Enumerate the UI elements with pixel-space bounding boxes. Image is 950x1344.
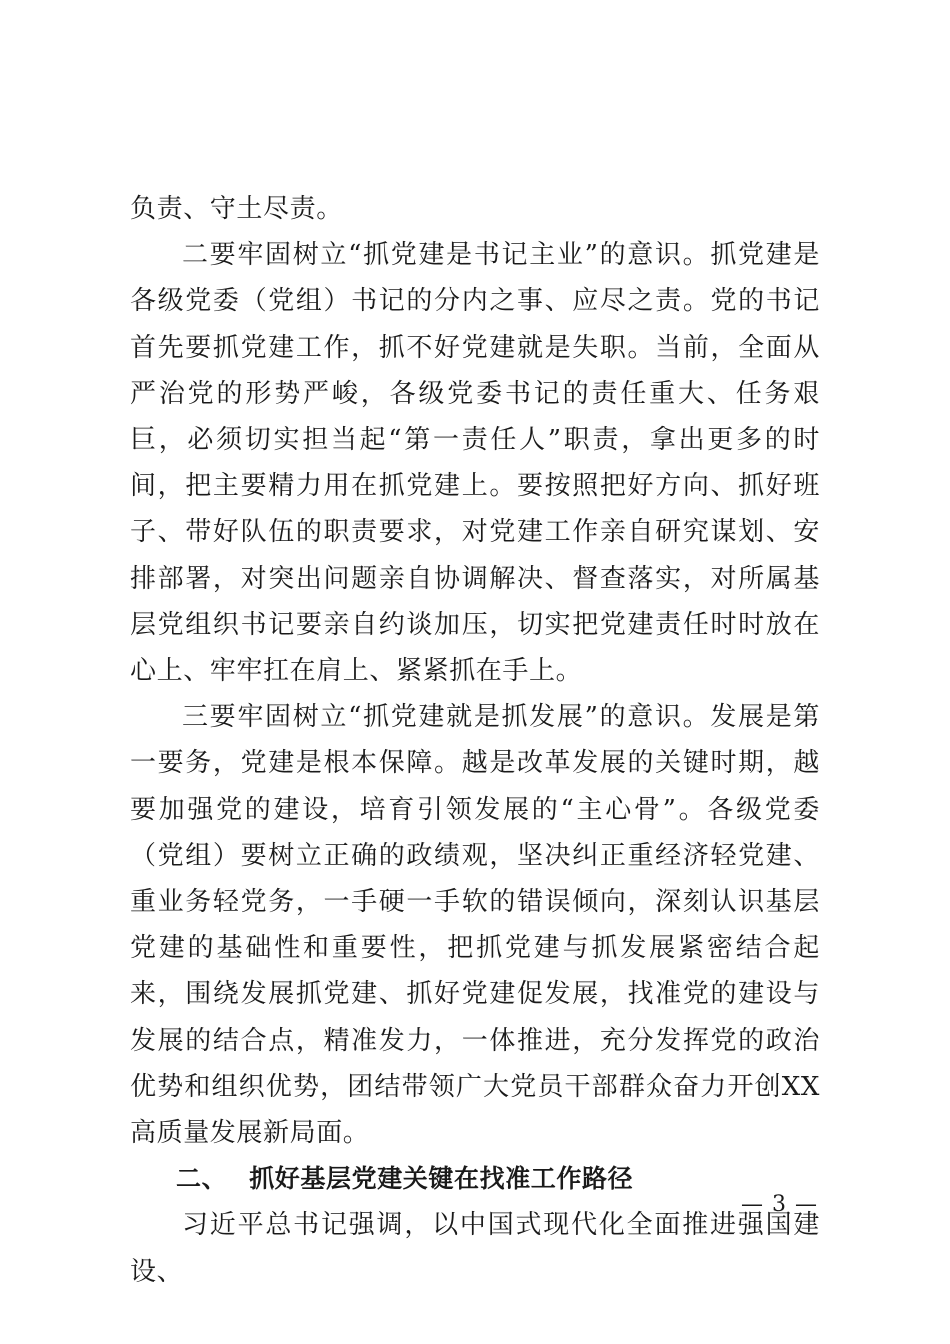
section-heading [130, 1156, 820, 1202]
paragraph-second-requirement: 二要牢固树立“抓党建是书记主业”的意识。抓党建是各级党委（党组）书记的分内之事、应尽之责。党的书记首先要抓党建工作，抓不好党建就是失职。当前，全面从严治党的形势严峻，各级党委书记的责任重大、任务艰巨，必须切实担当起“第一责任人”职责，拿出更多的时间，把主要精力用在抓党建上。要按照把好方向、抓好班子、带好队伍的职责要求，对党建工作亲自研究谋划、安排部署，对突出问题亲自协调解决、督查落实，对所属基层党组织书记要亲自约谈加压，切实把党建责任时时放在心上、牢牢扛在肩上、紧紧抓在手上。 [130, 240, 820, 687]
section-heading-text: 抓好基层党建关键在找准工作路径 [249, 1164, 634, 1194]
page-number: — 3 — [741, 1192, 818, 1217]
paragraph-continuation: 负责、守土尽责。 [130, 194, 343, 224]
section-heading-number: 二、 [176, 1164, 228, 1194]
paragraph-third-requirement: 三要牢固树立“抓党建就是抓发展”的意识。发展是第一要务，党建是根本保障。越是改革发展的关键时期，越要加强党的建设，培育引领发展的“主心骨”。各级党委（党组）要树立正确的政绩观，坚决纠正重经济轻党建、重业务轻党务，一手硬一手软的错误倾向，深刻认识基层党建的基础性和重要性，把抓党建与抓发展紧密结合起来，围绕发展抓党建、抓好党建促发展，找准党的建设与发展的结合点，精准发力，一体推进，充分发挥党的政治优势和组织优势，团结带领广大党员干部群众奋力开创XX高质量发展新局面。 [130, 702, 820, 1149]
document-body [130, 186, 820, 1295]
paragraph-section-intro: 习近平总书记强调，以中国式现代化全面推进强国建设、 [130, 1210, 820, 1287]
